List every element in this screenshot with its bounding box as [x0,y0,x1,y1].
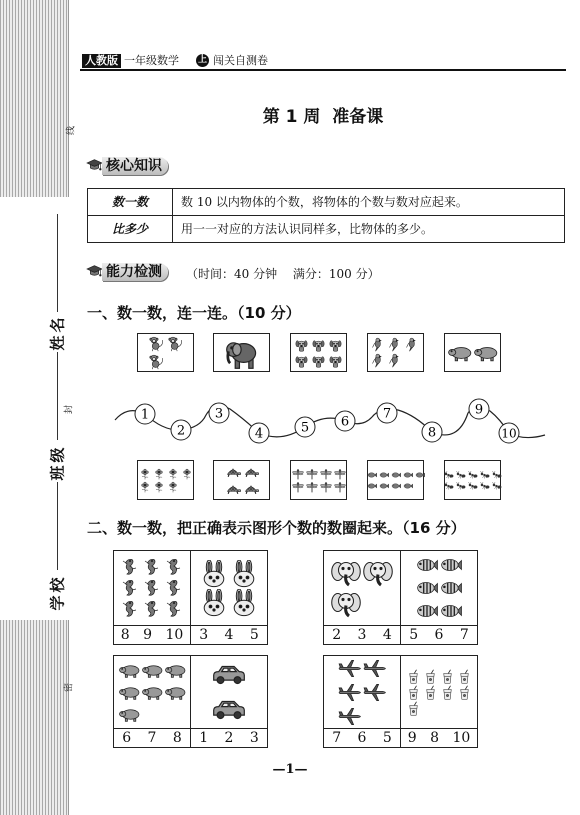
ant-icon [492,481,502,491]
picture-group [445,461,500,499]
ant-icon [444,470,454,480]
car-icon [212,658,246,692]
picture-group [368,461,423,499]
picture-group [138,461,193,499]
flower-icon [139,481,151,493]
parrot-icon [388,337,403,352]
binding-mark-line: 线 [66,126,77,136]
choice-row [401,625,477,644]
picture-group [445,334,500,371]
hippo-icon [119,660,140,681]
flower-icon [181,468,193,480]
graduation-cap-icon [86,264,103,279]
ability-test-heading: 能力检测 [102,263,168,281]
ant-icon [456,470,466,480]
table-content: 数 10 以内物体的个数，将物体的个数与数对应起来。 [181,195,468,209]
picture-group [324,656,400,728]
dragonfly-icon [292,468,304,480]
binding-strip-bottom [0,620,69,815]
cup-icon [406,669,421,684]
count-cell [114,551,190,644]
picture-box [213,460,270,500]
picture-group [324,551,400,625]
choice-number: 6 [122,730,132,746]
choice-number: 4 [382,627,392,643]
hippo-icon [119,682,140,703]
turtle-icon [225,464,241,480]
cup-icon [406,701,421,716]
choice-number: 5 [249,627,259,643]
striped-fish-icon [440,600,462,622]
airplane-icon [338,681,361,704]
name-write-line [57,214,58,312]
choice-number: 5 [382,730,392,746]
ant-icon [456,481,466,491]
count-panel [323,550,478,645]
fish-icon [415,470,425,480]
parrot-icon [371,337,386,352]
choice-number: 10 [165,627,184,643]
edition-badge: 人教版 [82,54,121,68]
choice-number: 9 [143,627,152,643]
picture-box [444,460,501,500]
choice-number: 2 [224,730,234,746]
question-1-prompt: 一、数一数，连一连。（10 分） [87,304,301,322]
school-label: 学校 [48,574,67,611]
picture-group [401,656,477,728]
count-panel [323,655,478,748]
number-label: 9 [474,402,484,418]
choice-number: 8 [430,730,439,746]
picture-box [290,333,347,372]
ant-icon [444,481,454,491]
cup-icon [457,685,472,700]
bunny-face-icon [200,560,228,588]
monkey-icon [167,335,184,352]
choice-number: 7 [332,730,342,746]
choice-number: 5 [409,627,419,643]
table-topic: 数一数 [88,189,173,215]
count-cell [400,656,477,747]
name-label: 姓名 [48,314,67,351]
choice-number: 3 [199,627,209,643]
airplane-icon [363,657,386,680]
number-label: 10 [501,426,517,441]
seahorse-icon [164,557,184,577]
page-title: 第 1 周 准备课 [262,107,384,127]
table-content: 用一一对应的方法认识同样多，比物体的多少。 [181,222,434,236]
question-2-prompt: 二、数一数，把正确表示图形个数的数圈起来。（16 分） [87,519,466,537]
number-label: 5 [300,420,310,436]
striped-fish-icon [440,577,462,599]
dragonfly-icon [306,468,318,480]
picture-box [367,333,424,372]
picture-group [214,461,269,499]
cup-icon [406,685,421,700]
ant-icon [492,470,502,480]
turtle-icon [243,464,259,480]
school-write-line [57,482,58,570]
dragonfly-icon [334,468,346,480]
grade-subject: 一年级数学 [124,54,179,67]
fish-icon [367,481,377,491]
choice-row [191,728,267,747]
bunny-face-icon [230,560,258,588]
flower-icon [153,481,165,493]
airplane-icon [338,657,361,680]
seahorse-icon [142,578,162,598]
dragonfly-icon [306,481,318,493]
page-number: —1— [272,762,308,777]
test-info: （时间：40 分钟 满分：100 分） [186,267,380,281]
picture-group [191,551,267,625]
dragonfly-icon [334,481,346,493]
binding-mark-secret: 密 [64,683,75,693]
count-cell [190,551,267,644]
picture-box [213,333,270,372]
elephant-face-icon [363,558,393,588]
puppy-icon [294,337,309,352]
striped-fish-icon [416,577,438,599]
choice-number: 7 [147,730,157,746]
monkey-icon [148,335,165,352]
ant-icon [480,481,490,491]
choice-number: 9 [407,730,417,746]
seahorse-icon [142,599,162,619]
choice-row [401,728,477,747]
puppy-icon [328,353,343,368]
flower-icon [167,481,179,493]
count-cell [324,656,400,747]
picture-box [444,333,501,372]
fish-icon [379,481,389,491]
fish-icon [391,481,401,491]
number-label: 7 [382,406,392,422]
knowledge-table [87,188,565,243]
number-label: 4 [254,426,264,442]
choice-number: 3 [357,627,367,643]
dragonfly-icon [292,481,304,493]
count-cell [324,551,400,644]
turtle-icon [225,481,241,497]
fish-icon [403,470,413,480]
choice-row [324,625,400,644]
number-label: 8 [427,425,437,441]
binding-mark-seal: 封 [64,405,75,415]
puppy-icon [311,337,326,352]
striped-fish-icon [440,554,462,576]
airplane-icon [338,705,361,728]
count-panel [113,655,268,748]
number-label: 3 [214,406,224,422]
core-knowledge-heading: 核心知识 [102,157,168,175]
picture-group [291,461,346,499]
puppy-icon [311,353,326,368]
elephant-face-icon [331,558,361,588]
dragonfly-icon [320,481,332,493]
choice-number: 2 [332,627,342,643]
cup-icon [440,669,455,684]
seahorse-icon [142,557,162,577]
table-row [88,189,564,215]
parrot-icon [371,353,386,368]
seahorse-icon [164,599,184,619]
choice-row [324,728,400,747]
choice-number: 8 [120,627,130,643]
count-cell [114,656,190,747]
hippo-icon [119,704,140,725]
picture-box [137,333,194,372]
series-name: 闯关自测卷 [213,54,268,67]
graduation-cap-icon [86,158,103,173]
number-label: 1 [140,407,150,423]
picture-box [137,460,194,500]
flower-icon [167,468,179,480]
elephant-face-icon [331,589,361,619]
picture-group [191,656,267,728]
picture-group [114,551,190,625]
binding-strip-top [0,0,69,197]
choice-row [114,728,190,747]
number-path [0,395,580,450]
hippo-icon [474,341,498,365]
dragonfly-icon [320,468,332,480]
puppy-icon [294,353,309,368]
flower-icon [139,468,151,480]
picture-group [214,334,269,371]
ant-icon [480,470,490,480]
table-topic: 比多少 [88,216,173,242]
choice-number: 6 [357,730,367,746]
picture-group [138,334,193,371]
picture-group [368,334,423,371]
picture-box [290,460,347,500]
table-row [88,215,564,242]
number-label: 6 [340,414,350,430]
airplane-icon [363,681,386,704]
count-panel [113,550,268,645]
picture-group [291,334,346,371]
number-label: 2 [176,423,186,439]
seahorse-icon [120,599,140,619]
choice-number: 7 [459,627,469,643]
cup-icon [457,669,472,684]
puppy-icon [328,337,343,352]
fish-icon [391,470,401,480]
monkey-icon [148,353,165,370]
volume-badge: 上 [197,55,207,65]
fish-icon [379,470,389,480]
seahorse-icon [120,557,140,577]
parrot-icon [388,353,403,368]
class-label: 班级 [48,444,67,481]
seahorse-icon [164,578,184,598]
choice-number: 8 [172,730,182,746]
hippo-icon [165,682,186,703]
count-cell [190,656,267,747]
parrot-icon [405,337,420,352]
car-icon [212,693,246,727]
fish-icon [367,470,377,480]
choice-row [114,625,190,644]
count-cell [400,551,477,644]
choice-number: 6 [434,627,444,643]
picture-group [114,656,190,728]
flower-icon [153,468,165,480]
hippo-icon [142,682,163,703]
cup-icon [423,669,438,684]
header-rule [80,69,566,71]
choice-number: 1 [199,730,209,746]
choice-number: 4 [224,627,234,643]
picture-group [401,551,477,625]
choice-row [191,625,267,644]
striped-fish-icon [416,554,438,576]
bunny-face-icon [200,589,228,617]
seahorse-icon [120,578,140,598]
bunny-face-icon [230,589,258,617]
choice-number: 3 [249,730,259,746]
picture-box [367,460,424,500]
hippo-icon [142,660,163,681]
striped-fish-icon [416,600,438,622]
cup-icon [440,685,455,700]
choice-number: 10 [452,730,471,746]
turtle-icon [243,481,259,497]
elephant-icon [225,336,259,370]
cup-icon [423,685,438,700]
hippo-icon [165,660,186,681]
ant-icon [468,481,478,491]
ant-icon [468,470,478,480]
hippo-icon [448,341,472,365]
fish-icon [403,481,413,491]
